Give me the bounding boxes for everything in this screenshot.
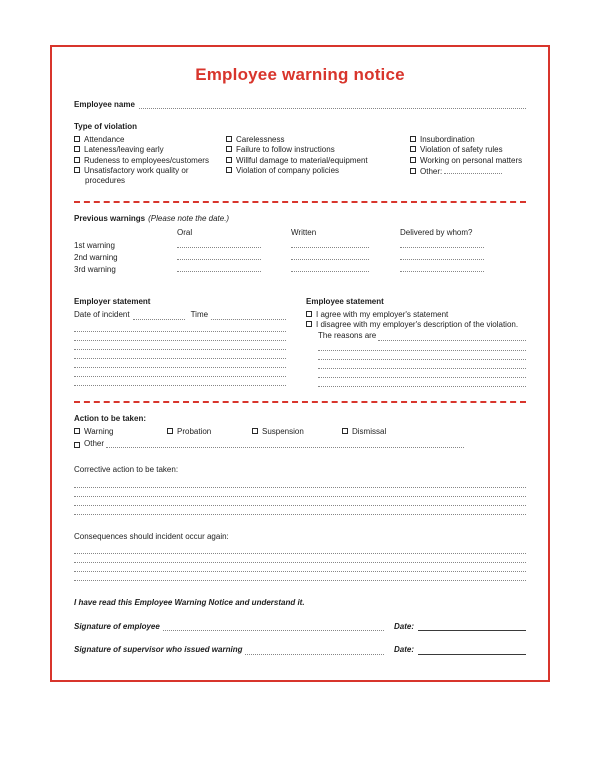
date-of-incident-line[interactable] xyxy=(133,312,185,320)
checkbox-label: Lateness/leaving early xyxy=(84,145,164,155)
checkbox-personal-matters[interactable] xyxy=(410,156,526,166)
checkbox-probation[interactable] xyxy=(167,427,252,437)
checkbox-unsatisfactory-work[interactable] xyxy=(74,166,226,185)
employer-statement-line[interactable] xyxy=(74,368,286,377)
col-header-delivered-by-whom: Delivered by whom? xyxy=(400,228,473,238)
checkbox-company-policies[interactable] xyxy=(226,166,410,176)
checkbox-icon[interactable] xyxy=(306,311,312,317)
employer-statement-line[interactable] xyxy=(74,359,286,368)
written-line-1[interactable] xyxy=(291,240,369,248)
checkbox-label: Other: xyxy=(420,167,443,177)
checkbox-label: Other xyxy=(84,438,105,448)
checkbox-icon[interactable] xyxy=(74,442,80,448)
employee-statement-line[interactable] xyxy=(318,369,526,378)
checkbox-label: I disagree with my employer's description of the violation. xyxy=(316,320,519,330)
col-header-oral: Oral xyxy=(177,228,193,238)
violation-column-2 xyxy=(226,135,410,187)
employer-statement-line[interactable] xyxy=(74,332,286,341)
checkbox-icon[interactable] xyxy=(410,168,416,174)
corrective-action-heading: Corrective action to be taken: xyxy=(74,465,179,475)
checkbox-icon[interactable] xyxy=(74,146,80,152)
warning-row-1 xyxy=(74,240,526,251)
checkbox-label: Failure to follow instructions xyxy=(236,145,335,155)
row-label-3rd-warning: 3rd warning xyxy=(74,265,116,275)
previous-warnings-heading xyxy=(74,214,526,224)
consequences-line[interactable] xyxy=(74,545,526,554)
employee-statement-line[interactable] xyxy=(318,378,526,387)
time-label: Time xyxy=(190,309,209,319)
delivered-line-3[interactable] xyxy=(400,264,484,272)
checkbox-attendance[interactable] xyxy=(74,135,226,145)
violation-column-1 xyxy=(74,135,226,187)
other-violation-line[interactable] xyxy=(444,166,502,174)
date-label: Date: xyxy=(393,621,414,631)
checkbox-label: Warning xyxy=(84,426,114,436)
employee-name-line[interactable] xyxy=(139,101,526,109)
checkbox-icon[interactable] xyxy=(167,428,173,434)
checkbox-disagree-statement[interactable] xyxy=(306,320,526,330)
violation-columns xyxy=(74,135,526,187)
previous-warnings-note: (Please note the date.) xyxy=(148,213,230,223)
corrective-action-line[interactable] xyxy=(74,506,526,515)
previous-warnings-label: Previous warnings xyxy=(74,213,146,223)
employee-name-label: Employee name xyxy=(74,100,135,109)
col-header-written: Written xyxy=(291,228,317,238)
written-line-3[interactable] xyxy=(291,264,369,272)
reasons-row xyxy=(306,331,526,341)
checkbox-label: Violation of safety rules xyxy=(420,145,503,155)
checkbox-other-violation[interactable] xyxy=(410,166,526,177)
checkbox-label: Suspension xyxy=(262,426,304,436)
checkbox-icon[interactable] xyxy=(74,157,80,163)
checkbox-icon[interactable] xyxy=(74,136,80,142)
other-action-line[interactable] xyxy=(106,440,464,448)
employer-statement-line[interactable] xyxy=(74,323,286,332)
checkbox-label: Probation xyxy=(177,426,212,436)
checkbox-label: Rudeness to employees/customers xyxy=(84,155,209,165)
date-employee-line[interactable] xyxy=(418,623,526,631)
time-line[interactable] xyxy=(211,312,286,320)
employer-statement-section xyxy=(74,297,286,387)
date-supervisor-line[interactable] xyxy=(418,647,526,655)
checkbox-suspension[interactable] xyxy=(252,427,342,437)
consequences-line[interactable] xyxy=(74,554,526,563)
checkbox-label: Insubordination xyxy=(420,134,475,144)
checkbox-dismissal[interactable] xyxy=(342,427,387,437)
employer-statement-heading: Employer statement xyxy=(74,297,151,307)
reasons-line[interactable] xyxy=(378,333,526,341)
checkbox-icon[interactable] xyxy=(226,167,232,173)
oral-line-2[interactable] xyxy=(177,252,261,260)
action-options-row xyxy=(74,427,526,438)
acknowledgement-text: I have read this Employee Warning Notice and understand it. xyxy=(74,598,305,608)
checkbox-warning[interactable] xyxy=(74,427,167,437)
written-line-2[interactable] xyxy=(291,252,369,260)
checkbox-icon[interactable] xyxy=(74,428,80,434)
employee-name-row xyxy=(74,100,526,109)
checkbox-icon[interactable] xyxy=(410,157,416,163)
oral-line-3[interactable] xyxy=(177,264,261,272)
checkbox-insubordination[interactable] xyxy=(410,135,526,145)
incident-date-row xyxy=(74,310,286,320)
corrective-action-line[interactable] xyxy=(74,488,526,497)
corrective-action-line[interactable] xyxy=(74,497,526,506)
employer-statement-line[interactable] xyxy=(74,350,286,359)
signature-supervisor-label: Signature of supervisor who issued warning xyxy=(74,645,243,655)
checkbox-label: Working on personal matters xyxy=(420,155,523,165)
delivered-line-2[interactable] xyxy=(400,252,484,260)
checkbox-safety-rules[interactable] xyxy=(410,145,526,155)
checkbox-icon[interactable] xyxy=(410,136,416,142)
checkbox-agree-statement[interactable] xyxy=(306,310,526,320)
checkbox-label: Carelessness xyxy=(236,134,285,144)
employer-statement-line[interactable] xyxy=(74,341,286,350)
checkbox-carelessness[interactable] xyxy=(226,135,410,145)
signature-supervisor-row xyxy=(74,645,526,655)
checkbox-icon[interactable] xyxy=(252,428,258,434)
employee-statement-heading: Employee statement xyxy=(306,297,384,307)
checkbox-icon[interactable] xyxy=(226,157,232,163)
row-label-1st-warning: 1st warning xyxy=(74,241,115,251)
action-heading: Action to be taken: xyxy=(74,414,147,424)
employee-statement-section xyxy=(306,297,526,387)
employee-statement-line[interactable] xyxy=(318,351,526,360)
checkbox-label: I agree with my employer's statement xyxy=(316,309,449,319)
reasons-lines xyxy=(306,342,526,387)
checkbox-icon[interactable] xyxy=(226,146,232,152)
checkbox-label: Unsatisfactory work quality or procedures xyxy=(84,166,189,185)
signature-employee-label: Signature of employee xyxy=(74,621,160,631)
date-label: Date: xyxy=(393,645,414,655)
row-label-2nd-warning: 2nd warning xyxy=(74,253,118,263)
employee-statement-line[interactable] xyxy=(318,360,526,369)
checkbox-icon[interactable] xyxy=(226,136,232,142)
checkbox-label: Violation of company policies xyxy=(236,166,340,176)
date-of-incident-label: Date of incident xyxy=(74,309,130,319)
statements-section xyxy=(74,297,526,387)
checkbox-icon[interactable] xyxy=(410,146,416,152)
checkbox-lateness[interactable] xyxy=(74,145,226,155)
checkbox-label: Willful damage to material/equipment xyxy=(236,155,368,165)
page-title: Employee warning notice xyxy=(195,65,405,84)
signature-employee-line[interactable] xyxy=(163,623,384,631)
warning-notice-form xyxy=(50,45,550,682)
checkbox-label: Dismissal xyxy=(352,426,387,436)
section-divider xyxy=(74,401,526,403)
checkbox-label: Attendance xyxy=(84,134,125,144)
warning-row-3 xyxy=(74,264,526,275)
checkbox-icon[interactable] xyxy=(306,321,312,327)
signature-employee-row xyxy=(74,622,526,632)
checkbox-icon[interactable] xyxy=(342,428,348,434)
violation-column-3 xyxy=(410,135,526,187)
reasons-label: The reasons are xyxy=(318,330,377,340)
previous-warnings-header-row xyxy=(74,228,526,238)
consequences-line[interactable] xyxy=(74,563,526,572)
consequences-heading: Consequences should incident occur again: xyxy=(74,531,229,541)
consequences-line[interactable] xyxy=(74,572,526,581)
checkbox-failure-instructions[interactable] xyxy=(226,145,410,155)
checkbox-icon[interactable] xyxy=(74,167,80,173)
checkbox-willful-damage[interactable] xyxy=(226,156,410,166)
employee-statement-line[interactable] xyxy=(318,342,526,351)
signature-supervisor-line[interactable] xyxy=(245,647,384,655)
employer-statement-line[interactable] xyxy=(74,377,286,386)
warning-row-2 xyxy=(74,252,526,263)
corrective-action-line[interactable] xyxy=(74,479,526,488)
section-divider xyxy=(74,201,526,203)
oral-line-1[interactable] xyxy=(177,240,261,248)
checkbox-rudeness[interactable] xyxy=(74,156,226,166)
violation-heading: Type of violation xyxy=(74,122,137,131)
delivered-line-1[interactable] xyxy=(400,240,484,248)
checkbox-other-action[interactable] xyxy=(74,439,526,449)
